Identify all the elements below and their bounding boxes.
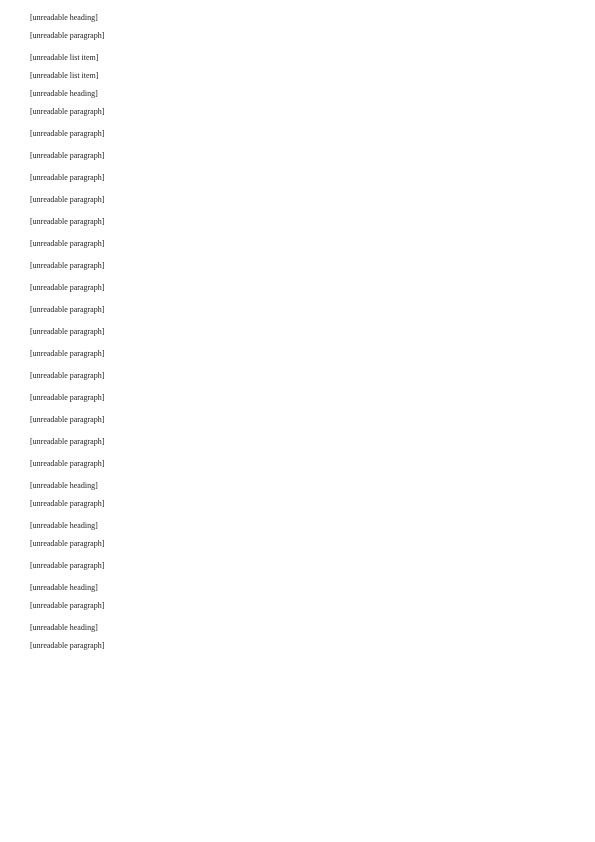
paragraph-procedure-b-2: [unreadable paragraph] xyxy=(30,437,105,446)
paragraph-procedure-a-1: [unreadable paragraph] xyxy=(30,195,105,204)
heading-criteria: [unreadable heading] xyxy=(30,481,98,490)
paragraph-outdoor: [unreadable paragraph] xyxy=(30,601,105,610)
paragraph-procedure-a-9: [unreadable paragraph] xyxy=(30,371,105,380)
paragraph-indoor-1: [unreadable paragraph] xyxy=(30,539,105,548)
paragraph-sample-3: [unreadable paragraph] xyxy=(30,151,105,160)
list-item-option-b: [unreadable list item] xyxy=(30,71,99,80)
heading-accessible: [unreadable heading] xyxy=(30,623,98,632)
paragraph-procedure-a-2: [unreadable paragraph] xyxy=(30,217,105,226)
list-item-option-a: [unreadable list item] xyxy=(30,53,99,62)
paragraph-sample-1: [unreadable paragraph] xyxy=(30,107,105,116)
heading-outdoor-installation: [unreadable heading] xyxy=(30,583,98,592)
paragraph-procedure-b-title: [unreadable paragraph] xyxy=(30,393,105,402)
heading-test-procedures: [unreadable heading] xyxy=(30,13,98,22)
paragraph-criteria: [unreadable paragraph] xyxy=(30,499,105,508)
paragraph-procedure-a-6: [unreadable paragraph] xyxy=(30,305,105,314)
paragraph-procedure-a-7: [unreadable paragraph] xyxy=(30,327,105,336)
paragraph-note: [unreadable paragraph] xyxy=(30,459,105,468)
paragraph-procedure-b-1: [unreadable paragraph] xyxy=(30,415,105,424)
paragraph-procedure-a-5: [unreadable paragraph] xyxy=(30,283,105,292)
paragraph-intro: [unreadable paragraph] xyxy=(30,31,105,40)
heading-indoor-installation: [unreadable heading] xyxy=(30,521,98,530)
paragraph-accessible: [unreadable paragraph] xyxy=(30,641,105,650)
heading-sample-preparation: [unreadable heading] xyxy=(30,89,98,98)
paragraph-indoor-2: [unreadable paragraph] xyxy=(30,561,105,570)
paragraph-procedure-a-title: [unreadable paragraph] xyxy=(30,173,105,182)
paragraph-sample-2: [unreadable paragraph] xyxy=(30,129,105,138)
paragraph-procedure-a-8: [unreadable paragraph] xyxy=(30,349,105,358)
paragraph-procedure-a-4: [unreadable paragraph] xyxy=(30,261,105,270)
paragraph-procedure-a-3: [unreadable paragraph] xyxy=(30,239,105,248)
